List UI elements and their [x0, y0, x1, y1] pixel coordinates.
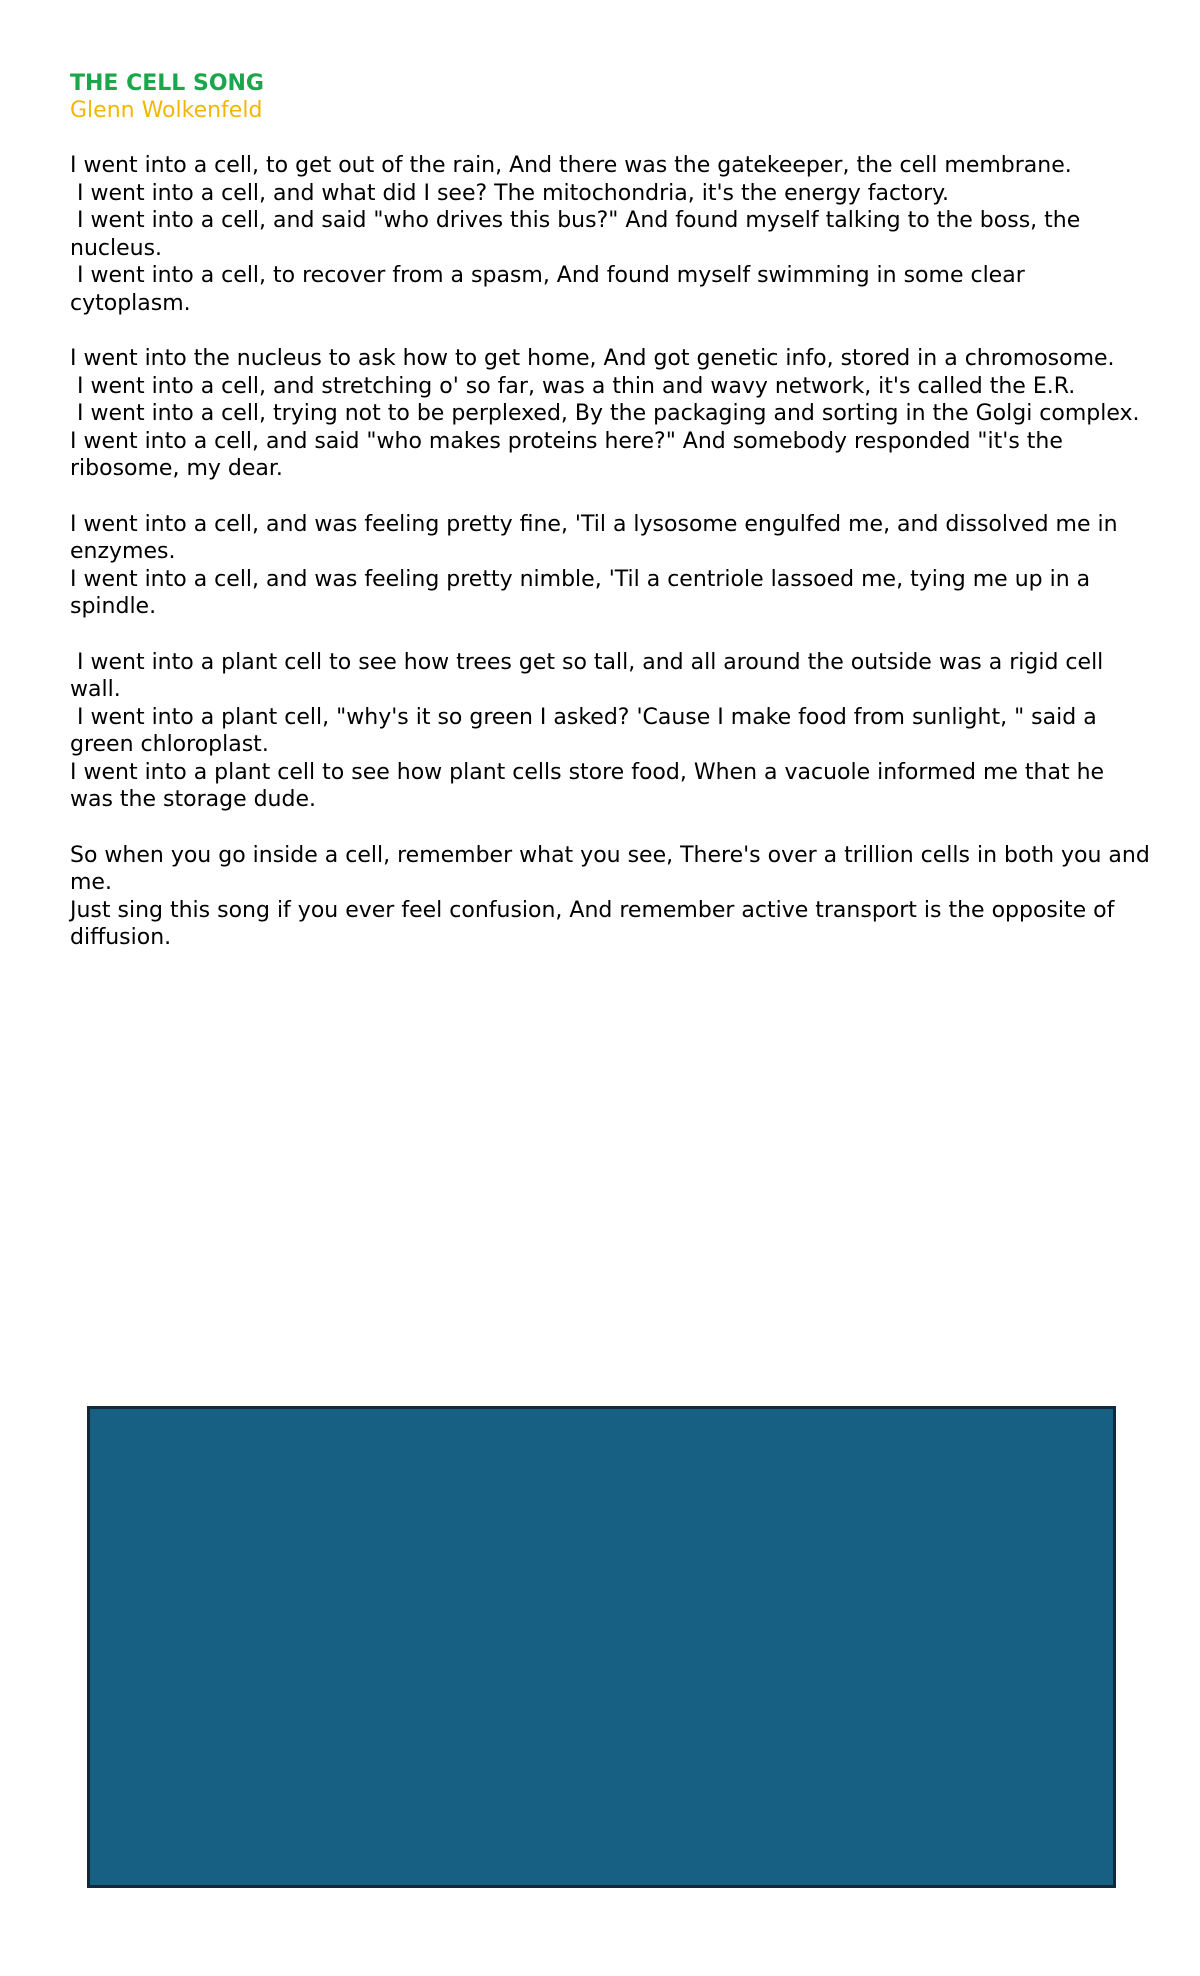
stanza-4	[70, 649, 1150, 814]
lyric-line: I went into a plant cell to see how trees get so tall, and all around the outside was a rigid cell wall.	[70, 649, 1111, 702]
stanza-2	[70, 345, 1150, 483]
lyric-line: I went into a cell, and said "who makes proteins here?" And somebody responded "it's the ribosome, my dear.	[70, 428, 1070, 481]
lyric-line: I went into a cell, and said "who drives this bus?" And found myself talking to the boss, the nucleus.	[70, 208, 1088, 261]
lyric-line: I went into a cell, trying not to be perplexed, By the packaging and sorting in the Golgi complex.	[70, 401, 1140, 426]
song-title: THE CELL SONG	[70, 71, 264, 96]
song-author: Glenn Wolkenfeld	[70, 98, 263, 123]
stanza-1	[70, 152, 1150, 317]
lyric-line: I went into a plant cell to see how plant cells store food, When a vacuole informed me that he was the storage dude.	[70, 759, 1112, 812]
lyric-line: I went into a plant cell, "why's it so green I asked? 'Cause I make food from sunlight, " said a green chloroplast.	[70, 704, 1104, 757]
stanza-5	[70, 842, 1157, 952]
lyric-line: So when you go inside a cell, remember what you see, There's over a trillion cells in both you and me.	[70, 842, 1157, 895]
lyric-line: I went into a cell, to recover from a spasm, And found myself swimming in some clear cytoplasm.	[70, 263, 1032, 316]
lyric-line: I went into a cell, and was feeling pretty fine, 'Til a lysosome engulfed me, and dissolved me in enzymes.	[70, 511, 1125, 564]
lyric-line: Just sing this song if you ever feel confusion, And remember active transport is the opposite of diffusion.	[70, 897, 1122, 950]
video-placeholder[interactable]	[87, 1406, 1116, 1888]
lyric-line: I went into a cell, and stretching o' so far, was a thin and wavy network, it's called the E.R.	[70, 373, 1076, 399]
stanza-3	[70, 511, 1150, 621]
lyric-line: I went into the nucleus to ask how to get home, And got genetic info, stored in a chromosome.	[70, 346, 1115, 371]
lyrics-page	[70, 70, 1157, 980]
lyric-line: I went into a cell, and what did I see? The mitochondria, it's the energy factory.	[70, 180, 950, 206]
lyric-line: I went into a cell, to get out of the rain, And there was the gatekeeper, the cell membrane.	[70, 153, 1072, 178]
lyric-line: I went into a cell, and was feeling pretty nimble, 'Til a centriole lassoed me, tying me up in a spindle.	[70, 566, 1098, 619]
